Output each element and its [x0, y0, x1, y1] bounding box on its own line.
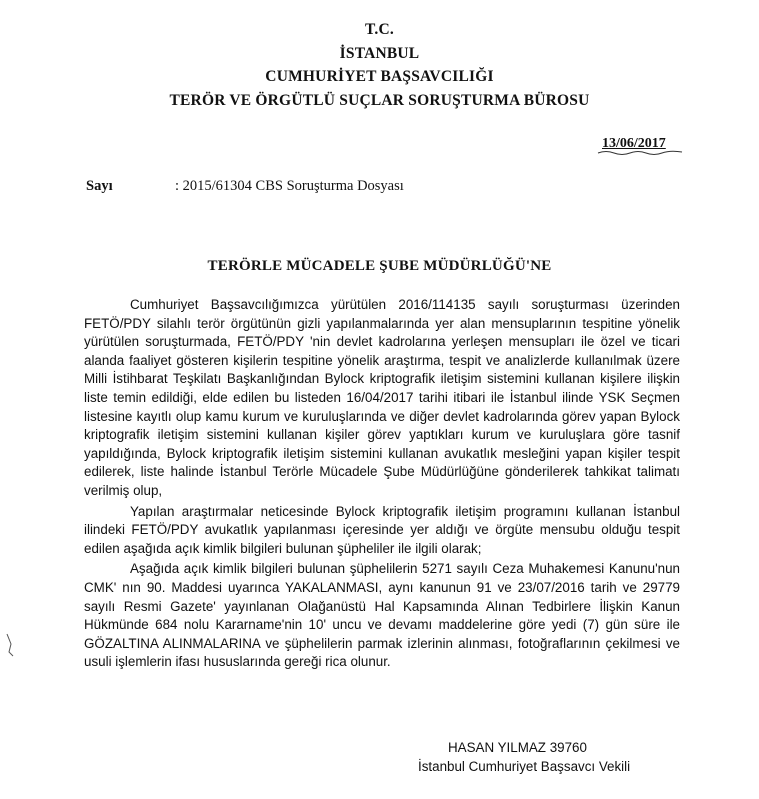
reference-label: Sayı: [86, 178, 113, 194]
body-paragraph-2: Yapılan araştırmalar neticesinde Bylock kriptografik iletişim programını kullanan İstanbul ilindeki FETÖ/PDY avukatlık yapılanması içeresinde yer aldığı ve örgüte mensubu olduğu tespit edilen aşağıda açık kimlik bilgileri bulunan şüpheliler ile ilgili olarak;: [84, 503, 680, 556]
body-paragraph-3: Aşağıda açık kimlik bilgileri bulunan şüphelilerin 5271 sayılı Ceza Muhakemesi Kanunu'nun CMK' nın 90. Maddesi uyarınca YAKALANMASI, aynı kanunun 91 ve 23/07/2016 tarih ve 29779 sayılı Resmi Gazete' yayınlanan Olağanüstü Hal Kapsamında Alınan Tedbirlere İlişkin Kanun Hükmünde 684 nolu Kararname'nin 10' uncu ve devamı maddelerine göre yedi (7) gün süre ile GÖZALTINA ALINMALARINA ve şüphelilerin parmak izlerinin alınması, fotoğraflarının çekilmesi ve usuli işlemlerin ifası hususlarında gereği rica olunur.: [84, 561, 680, 670]
letter-body: [84, 296, 680, 674]
signatory-title: İstanbul Cumhuriyet Başsavcı Vekili: [418, 759, 631, 774]
reference-number: : 2015/61304 CBS Soruşturma Dosyası: [175, 178, 404, 194]
date-underline-mark: [596, 149, 686, 157]
header-country: T.C.: [365, 21, 394, 38]
header-bureau: TERÖR VE ÖRGÜTLÜ SUÇLAR SORUŞTURMA BÜROSU: [169, 92, 590, 109]
body-paragraph-1: Cumhuriyet Başsavcılığımızca yürütülen 2016/114135 sayılı soruşturması üzerinden FETÖ/PDY silahlı terör örgütünün gizli yapılanmalarında yer alan mensuplarının tespitine yönelik yürütülen soruşturmada, FETÖ/PDY 'nin devlet kadrolarına yerleşen mensupları ile özel ve ticari alanda faaliyet gösteren kişilerin tespitine yönelik araştırma, tespit ve analizlerde kullanılmak üzere Milli İstihbarat Teşkilatı Başkanlığından Bylock kriptografik iletişim sistemini kullanan kişilere ilişkin liste temin edildiği, elde edilen bu listeden 16/04/2017 tarihi itibari ile İstanbul ilinde YSK Seçmen listesine kayıtlı olup kamu kurum ve kuruluşlarında ve diğer devlet kadrolarında görev yapan Bylock kriptografik iletişim sistemini kullanan kişiler görev yaptıkları kurum ve kuruluşlara göre tasnif yapıldığında, Bylock kriptografik iletişim sistemini kullanan avukatlık mesleğini yapan kişiler tespit edilerek, liste halinde İstanbul Terörle Mücadele Şube Müdürlüğüne gönderilerek tahkikat talimatı verilmiş olup,: [84, 297, 680, 498]
header-office: CUMHURİYET BAŞSAVCILIĞI: [265, 68, 494, 85]
signatory-name: HASAN YILMAZ 39760: [448, 740, 587, 755]
addressee: TERÖRLE MÜCADELE ŞUBE MÜDÜRLÜĞÜ'NE: [207, 258, 552, 274]
document-date: 13/06/2017: [602, 136, 666, 151]
margin-pen-mark: [4, 632, 18, 658]
header-city: İSTANBUL: [339, 45, 420, 62]
